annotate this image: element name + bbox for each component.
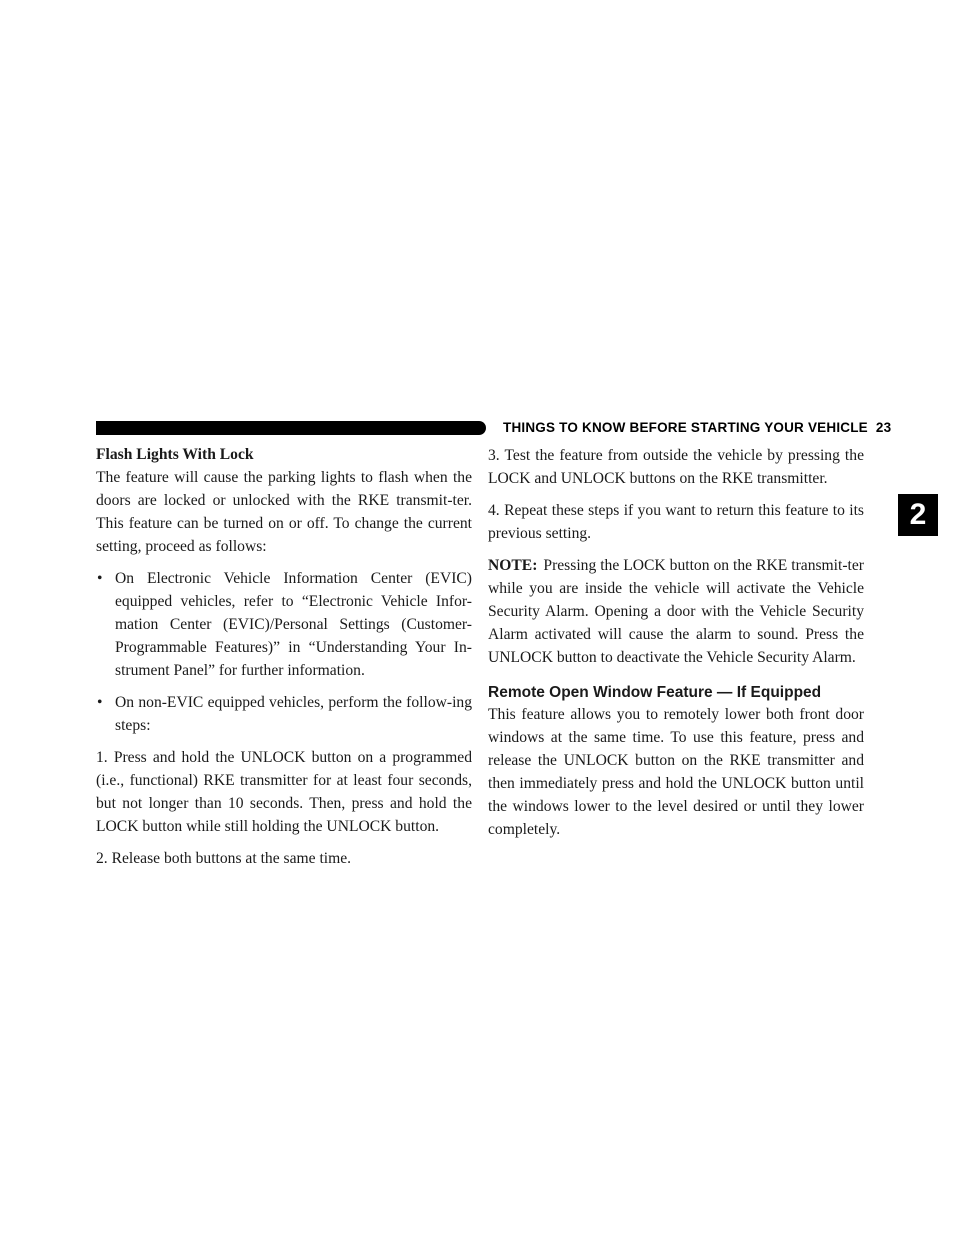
bullet-icon: • (97, 570, 103, 587)
section-title: THINGS TO KNOW BEFORE STARTING YOUR VEHICLE (503, 420, 868, 435)
chapter-tab: 2 (898, 494, 938, 536)
bullet-icon: • (97, 694, 103, 711)
intro-paragraph: The feature will cause the parking lights to flash when the doors are locked or unlocked with the RKE transmit-ter. This feature can be turned on or off. To change the current setting, proceed as follows: (96, 469, 472, 555)
heading-remote-open-window: Remote Open Window Feature — If Equipped (488, 684, 822, 701)
note-label: NOTE: (488, 557, 538, 574)
heading-flash-lights: Flash Lights With Lock (96, 446, 254, 463)
note-paragraph (488, 554, 864, 669)
remote-window-paragraph: This feature allows you to remotely lower both front door windows at the same time. To use this feature, press and release the UNLOCK button on the RKE transmitter and then immediately press and hold the UNLOCK button until the windows lower to the level desired or until they lower completely. (488, 706, 864, 838)
running-header (503, 418, 891, 438)
right-column (488, 444, 864, 850)
bullet-item (96, 567, 472, 682)
step-2: 2. Release both buttons at the same time. (96, 850, 352, 867)
step-1: 1. Press and hold the UNLOCK button on a programmed (i.e., functional) RKE transmitter for at least four seconds, but not longer than 10 seconds. Then, press and hold the LOCK button while still holding the UNLOCK button. (96, 749, 472, 835)
note-text: Pressing the LOCK button on the RKE transmit-ter while you are inside the vehicle will activate the Vehicle Security Alarm. Opening a door with the Vehicle Security Alarm activated will cause the alarm to sound. Press the UNLOCK button to deactivate the Vehicle Security Alarm. (488, 557, 864, 666)
header-rule-bar (96, 421, 486, 435)
bullet-text: On non-EVIC equipped vehicles, perform the follow-ing steps: (115, 694, 472, 734)
step-4: 4. Repeat these steps if you want to return this feature to its previous setting. (488, 502, 864, 542)
bullet-text: On Electronic Vehicle Information Center (EVIC) equipped vehicles, refer to “Electronic Vehicle Infor-mation Center (EVIC)/Personal Settings (Customer-Programmable Features)” in “Understanding Your In-strument Panel” for further information. (115, 570, 472, 679)
bullet-item (96, 691, 472, 737)
page-number: 23 (875, 420, 892, 435)
step-3: 3. Test the feature from outside the vehicle by pressing the LOCK and UNLOCK buttons on the RKE transmitter. (488, 447, 864, 487)
left-column (96, 444, 472, 879)
